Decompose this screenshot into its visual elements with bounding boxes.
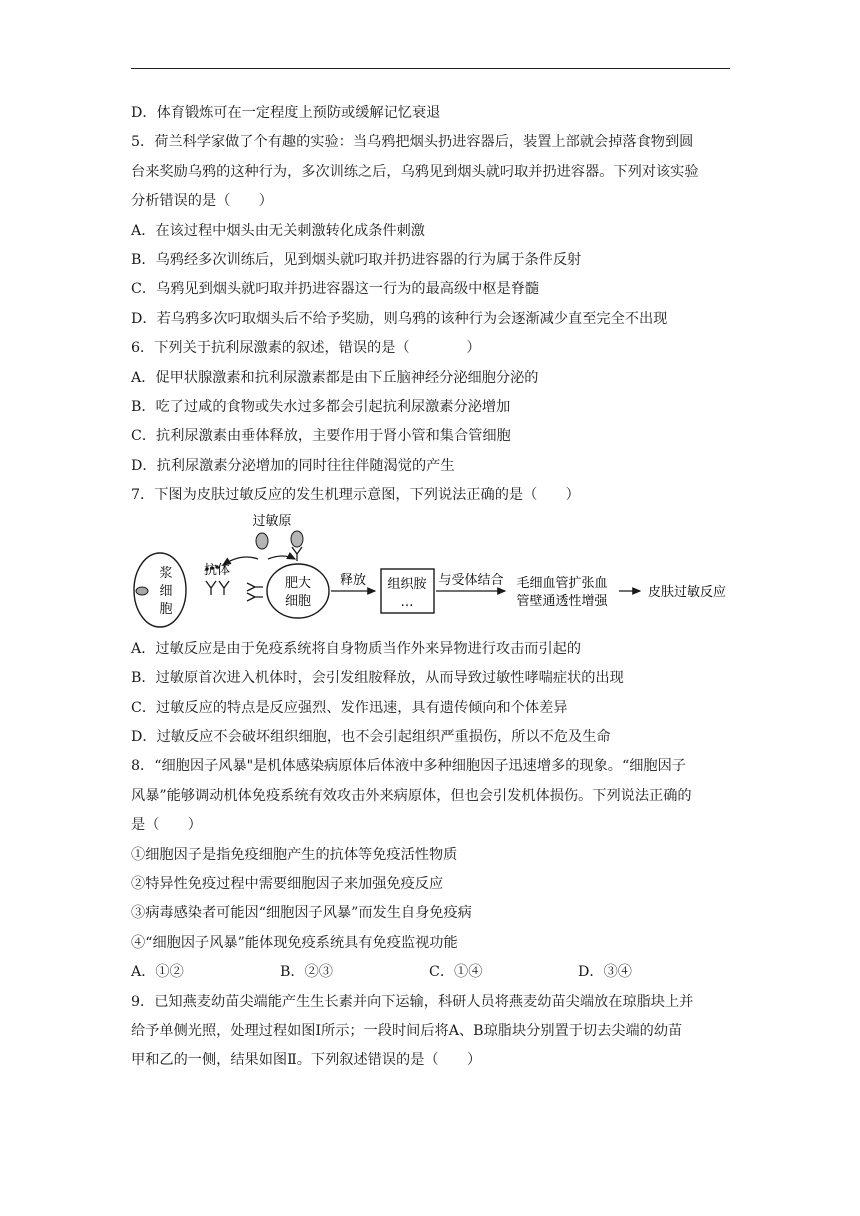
q8-option-a: A．①②	[131, 964, 184, 981]
question-6	[131, 334, 733, 481]
mast-cell	[267, 564, 329, 618]
header-rule	[131, 68, 730, 69]
q8-stem-line-2: 风暴”能够调动机体免疫系统有效攻击外来病原体，但也会引发机体损伤。下列说法正确的	[131, 787, 692, 804]
histamine-ellipsis: …	[400, 594, 414, 610]
plasma-cell-label-1: 浆	[159, 565, 173, 581]
question-9	[131, 988, 733, 1076]
allergen-molecule-1	[256, 533, 268, 549]
receptor-arrow	[268, 556, 295, 559]
mast-cell-label-2: 细胞	[284, 593, 312, 609]
q7-option-b: B．过敏原首次进入机体时，会引发组胺释放，从而导致过敏性哮喘症状的出现	[131, 670, 624, 687]
q4-option-d: D．体育锻炼可在一定程度上预防或缓解记忆衰退	[131, 105, 441, 121]
q6-option-c: C．抗利尿激素由垂体释放，主要作用于肾小管和集合管细胞	[131, 428, 511, 445]
q9-stem-line-2: 给予单侧光照，处理过程如图Ⅰ所示；一段时间后将A、B琼脂块分别置于切去尖端的幼苗	[131, 1022, 683, 1039]
q6-option-d: D．抗利尿激素分泌增加的同时往往伴随渴觉的产生	[131, 457, 455, 474]
q9-stem-line-1: 9．已知燕麦幼苗尖端能产生生长素并向下运输，科研人员将燕麦幼苗尖端放在琼脂块上并	[131, 993, 694, 1010]
q5-stem-line-2: 台来奖励乌鸦的这种行为，多次训练之后，乌鸦见到烟头就叼取并扔进容器。下列对该实验	[131, 163, 699, 180]
bind-label: 与受体结合	[438, 572, 504, 588]
q8-statement-3: ③病毒感染者可能因“细胞因子风暴”而发生自身免疫病	[131, 905, 472, 922]
q7-stem: 7．下图为皮肤过敏反应的发生机理示意图，下列说法正确的是（ ）	[131, 487, 580, 504]
plasma-cell-nucleus	[136, 587, 148, 595]
result-label: 皮肤过敏反应	[647, 584, 727, 600]
q5-stem-line-3: 分析错误的是（ ）	[131, 193, 273, 210]
q5-option-a: A．在该过程中烟头由无关刺激转化成条件刺激	[131, 222, 425, 239]
q8-stem-line-3: 是（ ）	[131, 817, 202, 834]
antibody-icon-1	[206, 581, 216, 595]
question-5	[131, 128, 733, 334]
bound-antibody-2	[247, 593, 263, 601]
q6-option-b: B．吃了过咸的食物或失水过多都会引起抗利尿激素分泌增加	[131, 399, 511, 416]
q8-statement-4: ④“细胞因子风暴”能体现免疫系统具有免疫监视功能	[131, 934, 458, 951]
effect-label-2: 管壁通透性增强	[516, 593, 608, 609]
question-7	[131, 481, 733, 752]
q7-option-c: C．过敏反应的特点是反应强烈、发作迅速，具有遗传倾向和个体差异	[131, 699, 568, 716]
q5-option-c: C．乌鸦见到烟头就叼取并扔进容器这一行为的最高级中枢是脊髓	[131, 281, 540, 298]
allergen-label: 过敏原	[252, 513, 292, 529]
mast-cell-label-1: 肥大	[284, 575, 312, 591]
q8-statement-1: ①细胞因子是指免疫细胞产生的抗体等免疫活性物质	[131, 846, 458, 863]
antibody-label: 抗体	[203, 562, 231, 578]
q9-stem-line-3: 甲和乙的一侧，结果如图Ⅱ。下列叙述错误的是（ ）	[131, 1052, 482, 1069]
q6-stem: 6．下列关于抗利尿激素的叙述，错误的是（ ）	[131, 340, 481, 357]
q8-options	[131, 958, 733, 987]
q7-option-d: D．过敏反应不会破坏组织细胞，也不会引起组织严重损伤，所以不危及生命	[131, 728, 611, 745]
allergy-mechanism-diagram	[131, 511, 733, 635]
plasma-cell-label-3: 胞	[159, 601, 173, 617]
q6-option-a: A．促甲状腺激素和抗利尿激素都是由下丘脑神经分泌细胞分泌的	[131, 369, 539, 386]
q7-option-a: A．过敏反应是由于免疫系统将自身物质当作外来异物进行攻击而引起的	[131, 640, 582, 657]
q5-option-d: D．若乌鸦多次叼取烟头后不给予奖励，则乌鸦的该种行为会逐渐减少直至完全不出现	[131, 310, 668, 327]
q8-option-d: D．③④	[578, 964, 632, 981]
bound-antibody-1	[247, 583, 263, 591]
question-8	[131, 752, 733, 987]
allergen-molecule-2	[291, 531, 303, 547]
q8-stem-line-1: 8．“细胞因子风暴"是机体感染病原体后体液中多种细胞因子迅速增多的现象。“细胞因子	[131, 758, 686, 775]
q8-statement-2: ②特异性免疫过程中需要细胞因子来加强免疫反应	[131, 875, 444, 892]
release-label: 释放	[339, 572, 367, 588]
antibody-icon-2	[219, 581, 229, 595]
q8-option-b: B．②③	[280, 964, 333, 981]
exam-content	[131, 99, 733, 1076]
q5-stem-line-1: 5．荷兰科学家做了个有趣的实验：当乌鸦把烟头扔进容器后，装置上部就会掉落食物到圆	[131, 134, 694, 151]
q8-option-c: C．①④	[429, 964, 483, 981]
histamine-label: 组织胺	[387, 576, 427, 592]
q5-option-b: B．乌鸦经多次训练后，见到烟头就叼取并扔进容器的行为属于条件反射	[131, 252, 582, 269]
allergy-diagram-svg	[131, 511, 733, 635]
plasma-cell-label-2: 细	[159, 583, 173, 599]
effect-label-1: 毛细血管扩张血	[516, 575, 608, 591]
